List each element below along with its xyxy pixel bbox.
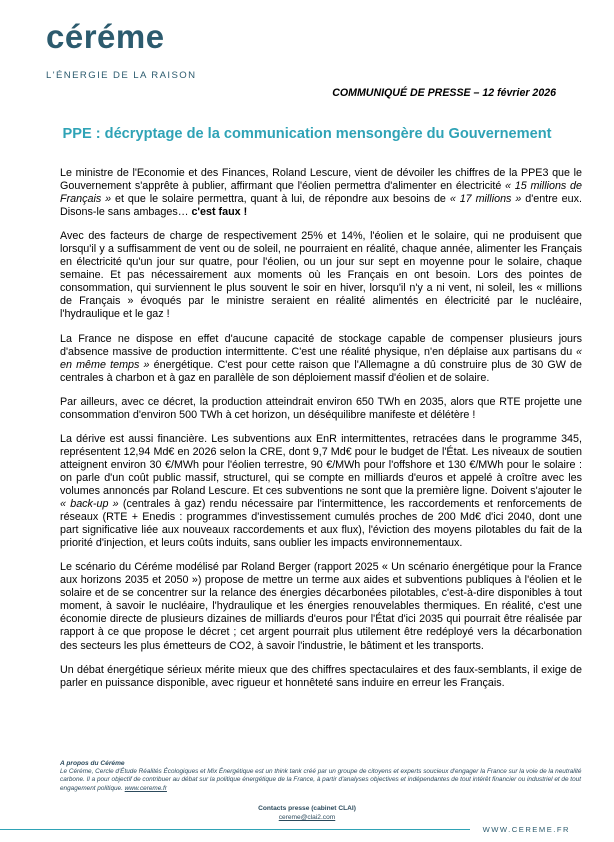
page-title: PPE : décryptage de la communication mensongère du Gouvernement: [62, 126, 552, 142]
footer-divider: [0, 829, 470, 830]
press-release-date: COMMUNIQUÉ DE PRESSE – 12 février 2026: [332, 87, 556, 99]
paragraph-2: Avec des facteurs de charge de respectivement 25% et 14%, l'éolien et le solaire, qui ne produisent que lorsqu'il y a suffisamment de vent ou de soleil, ne pourraient en réalité, chaque année, alimenter les Français en électricité qu'un jour sur quatre, pour l'éolien, ou un jour sur sept en moyenne pour le solaire, chaque semaine. Et pas nécessairement aux moments où les Français en ont besoin. Lors des pointes de consommation, qui surviennent le plus souvent le soir en hiver, lorsqu'il n'y a ni vent, ni soleil, les « millions de Français » évoqués par le ministre seraient en réalité alimentés en électricité par le nucléaire, l'hydraulique et le gaz !: [60, 230, 582, 321]
p1-quote-1: « 15 millions de Français »: [60, 180, 582, 206]
paragraph-6: Le scénario du Céréme modélisé par Roland Berger (rapport 2025 « Un scénario énergétique pour la France aux horizons 2035 et 2050 ») propose de mettre un terme aux aides et subventions publiques à l'éolien et le solaire et de se concentrer sur la relance des énergies décarbonées pilotables, c'est-à-dire disponibles à tout moment, à savoir le nucléaire, l'hydraulique et les énergies renouvelables thermiques. En réalité, c'est une économie directe de plusieurs dizaines de milliards d'euros pour l'État d'ici 2035 qui pourrait être réalisée par rapport à ce que propose le décret ; cet argent pourrait plus utilement être redéployé vers la décarbonation des secteurs les plus émetteurs de CO2, à savoir l'industrie, le bâtiment et les transports.: [60, 561, 582, 652]
contacts-title: Contacts presse (cabinet CLAI): [258, 805, 356, 812]
press-contacts: [0, 805, 614, 822]
about-section: [60, 760, 584, 793]
about-title: A propos du Céréme: [60, 760, 125, 767]
p3-text-2: énergétique. C'est pour cette raison que l'Allemagne a dû construire plus de 30 GW de centrales à charbon et à gaz en parallèle de son déploiement massif d'éolien et de solaire.: [60, 358, 582, 384]
paragraph-7: Un débat énergétique sérieux mérite mieux que des chiffres spectaculaires et des faux-semblants, il exige de parler en puissance disponible, avec rigueur et honnêteté sans induire en erreur les Français.: [60, 663, 582, 689]
p3-quote-1: « en même temps »: [60, 345, 582, 371]
p5-quote-1: « back-up »: [60, 498, 119, 511]
p5-text-2: (centrales à gaz) rendu nécessaire par l'intermittence, les raccordements et renforcements de réseaux (RTE + Enedis : programmes d'investissement cumulés proches de 200 Md€ d'ici 2040, dont une part significative liée aux nouveaux raccordements et aux flux), l'éviction des moyens pilotables du fait de la priorité d'injection, et leurs coûts induits, sans oublier les impacts environnementaux.: [60, 498, 582, 550]
paragraph-5: [60, 433, 582, 550]
p5-text-1: La dérive est aussi financière. Les subventions aux EnR intermittentes, retracées dans le programme 345, représentent 12,94 Md€ en 2026 selon la CRE, dont 9,7 Md€ pour le budget de l'État. Les niveaux de soutien atteignent environ 30 €/MWh pour l'éolien terrestre, 90 €/MWh pour l'offshore et 130 €/MWh pour le solaire : on parle d'un coût public massif, structurel, qui se compte en milliards d'euros et appelé à croître avec les volumes annoncés par Roland Lescure. Et ces subventions ne sont que la première ligne. Doivent s'ajouter le: [60, 432, 582, 497]
about-text: Le Céréme, Cercle d'Étude Réalités Écologiques et Mix Énergétique est un think tank créé par un groupe de citoyens et experts soucieux d'engager la France sur la voie de la neutralité carbone. Il a pour objectif de contribuer au débat sur la politique énergétique de la France, à partir d'analyses objectives et indépendantes de tout intérêt financier ou industriel et de tout engagement politique.: [60, 768, 582, 792]
p1-text-1: Le ministre de l'Economie et des Finances, Roland Lescure, vient de dévoiler les chiffres de la PPE3 que le Gouvernement s'apprête à publier, affirmant que l'éolien permettra d'alimenter en électricité: [60, 167, 582, 193]
p1-quote-2: « 17 millions »: [449, 193, 522, 206]
about-website-link[interactable]: www.cereme.fr: [124, 784, 167, 792]
paragraph-1: [60, 167, 582, 219]
cereme-logo: céréme: [46, 18, 165, 55]
p1-emphasis: c'est faux !: [191, 206, 248, 219]
press-body: [60, 167, 582, 701]
contacts-email-link[interactable]: cereme@clai2.com: [278, 813, 336, 821]
paragraph-3: [60, 333, 582, 385]
p1-text-3: d'entre eux. Disons-le sans ambages…: [60, 193, 582, 219]
p3-text-1: La France ne dispose en effet d'aucune capacité de stockage capable de compenser plusieurs jours d'absence massive de production intermittente. C'est une réalité physique, n'en déplaise aux partisans du: [60, 332, 582, 358]
brand-tagline: L'ÉNERGIE DE LA RAISON: [46, 70, 197, 81]
paragraph-4: Par ailleurs, avec ce décret, la production atteindrait environ 650 TWh en 2035, alors que RTE projette une consommation d'environ 500 TWh à cet horizon, un déséquilibre manifeste et délétère !: [60, 395, 582, 421]
footer-website[interactable]: WWW.CEREME.FR: [482, 825, 570, 834]
p1-text-2: et que le solaire permettra, quant à lui, de répondre aux besoins de: [111, 193, 450, 206]
